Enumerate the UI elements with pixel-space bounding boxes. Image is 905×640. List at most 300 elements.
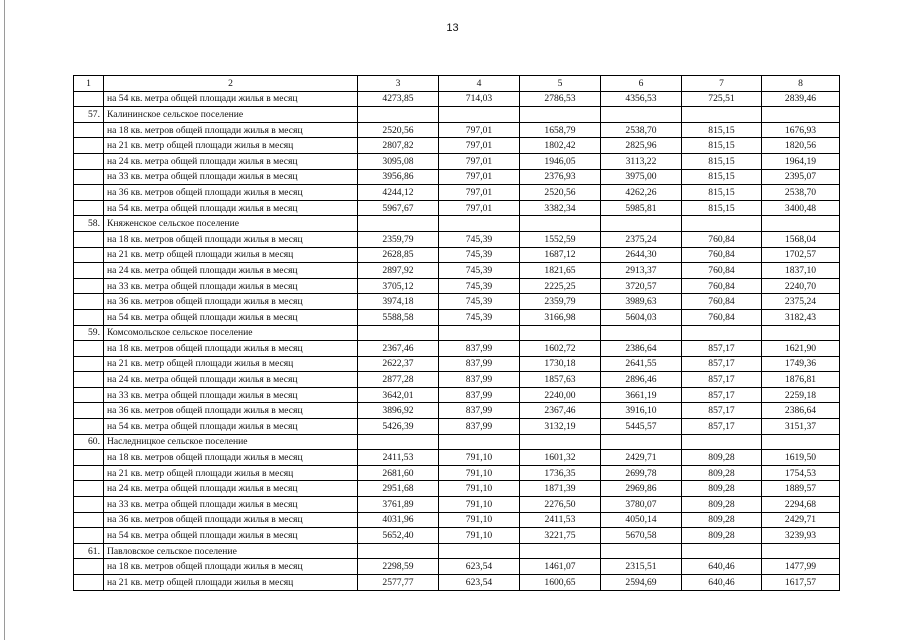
value-cell-col4: 837,99 [439,387,520,403]
value-cell-col3: 3974,18 [358,294,439,310]
table-row [74,153,840,169]
row-label: на 54 кв. метра общей площади жилья в месяц [104,200,358,216]
value-cell-col7: 760,84 [682,263,762,279]
empty-cell [358,216,439,232]
section-number: 60. [74,434,104,450]
value-cell-col5: 3221,75 [520,528,601,544]
value-cell-col4: 791,10 [439,450,520,466]
row-label: на 36 кв. метров общей площади жилья в месяц [104,294,358,310]
empty-cell [439,325,520,341]
value-cell-col8: 1876,81 [762,372,840,388]
value-cell-col5: 2367,46 [520,403,601,419]
value-cell-col5: 2225,25 [520,278,601,294]
page-number: 13 [446,22,459,34]
empty-cell [439,216,520,232]
value-cell-col8: 1702,57 [762,247,840,263]
empty-cell [439,107,520,123]
value-cell-col7: 809,28 [682,497,762,513]
empty-cell [601,216,682,232]
value-cell-col5: 1552,59 [520,231,601,247]
empty-cell [358,543,439,559]
value-cell-col4: 837,99 [439,341,520,357]
value-cell-col5: 2359,79 [520,294,601,310]
value-cell-col5: 2411,53 [520,512,601,528]
row-label: на 54 кв. метра общей площади жилья в месяц [104,91,358,107]
row-number-cell [74,465,104,481]
header-cell-1: 1 [74,76,104,92]
row-label: на 21 кв. метр общей площади жилья в месяц [104,356,358,372]
value-cell-col5: 1821,65 [520,263,601,279]
value-cell-col5: 1802,42 [520,138,601,154]
table-row [74,450,840,466]
table-row [74,341,840,357]
value-cell-col3: 3896,92 [358,403,439,419]
value-cell-col8: 2294,68 [762,497,840,513]
empty-cell [520,543,601,559]
value-cell-col5: 1730,18 [520,356,601,372]
value-cell-col8: 1754,53 [762,465,840,481]
empty-cell [439,434,520,450]
value-cell-col4: 714,03 [439,91,520,107]
table-row [74,528,840,544]
value-cell-col4: 797,01 [439,185,520,201]
value-cell-col3: 3705,12 [358,278,439,294]
value-cell-col8: 2240,70 [762,278,840,294]
empty-cell [682,543,762,559]
value-cell-col7: 815,15 [682,185,762,201]
row-number-cell [74,169,104,185]
row-number-cell [74,512,104,528]
row-label: на 18 кв. метров общей площади жилья в месяц [104,122,358,138]
value-cell-col5: 3382,34 [520,200,601,216]
empty-cell [762,325,840,341]
empty-cell [358,325,439,341]
value-cell-col5: 1946,05 [520,153,601,169]
empty-cell [762,107,840,123]
section-number: 58. [74,216,104,232]
value-cell-col5: 2520,56 [520,185,601,201]
value-cell-col3: 2359,79 [358,231,439,247]
tariff-table-body [74,76,840,591]
value-cell-col7: 760,84 [682,231,762,247]
value-cell-col4: 791,10 [439,465,520,481]
empty-cell [601,434,682,450]
value-cell-col3: 3956,86 [358,169,439,185]
table-row [74,200,840,216]
section-row [74,216,840,232]
empty-cell [762,543,840,559]
value-cell-col3: 5588,58 [358,309,439,325]
value-cell-col7: 760,84 [682,247,762,263]
table-row [74,231,840,247]
empty-cell [682,216,762,232]
value-cell-col5: 1600,65 [520,575,601,591]
header-cell-5: 5 [520,76,601,92]
value-cell-col7: 815,15 [682,200,762,216]
value-cell-col6: 2386,64 [601,341,682,357]
empty-cell [601,325,682,341]
section-title: Павловское сельское поселение [104,543,358,559]
row-number-cell [74,263,104,279]
row-label: на 36 кв. метров общей площади жилья в месяц [104,185,358,201]
value-cell-col8: 3239,93 [762,528,840,544]
value-cell-col6: 2375,24 [601,231,682,247]
value-cell-col6: 3113,22 [601,153,682,169]
value-cell-col8: 2429,71 [762,512,840,528]
header-cell-2: 2 [104,76,358,92]
value-cell-col6: 2641,55 [601,356,682,372]
section-number: 57. [74,107,104,123]
value-cell-col3: 2367,46 [358,341,439,357]
row-label: на 21 кв. метр общей площади жилья в месяц [104,247,358,263]
row-label: на 21 кв. метр общей площади жилья в месяц [104,575,358,591]
value-cell-col5: 1871,39 [520,481,601,497]
value-cell-col3: 3095,08 [358,153,439,169]
table-row [74,481,840,497]
header-cell-3: 3 [358,76,439,92]
row-number-cell [74,153,104,169]
section-title: Комсомольское сельское поселение [104,325,358,341]
empty-cell [520,107,601,123]
value-cell-col6: 3989,63 [601,294,682,310]
value-cell-col6: 2538,70 [601,122,682,138]
row-label: на 54 кв. метра общей площади жилья в месяц [104,419,358,435]
row-label: на 21 кв. метр общей площади жилья в месяц [104,138,358,154]
value-cell-col4: 837,99 [439,356,520,372]
value-cell-col7: 857,17 [682,419,762,435]
value-cell-col4: 791,10 [439,528,520,544]
value-cell-col3: 2897,92 [358,263,439,279]
empty-cell [520,325,601,341]
value-cell-col8: 1676,93 [762,122,840,138]
row-number-cell [74,341,104,357]
value-cell-col8: 3182,43 [762,309,840,325]
value-cell-col6: 3975,00 [601,169,682,185]
value-cell-col5: 3166,98 [520,309,601,325]
row-number-cell [74,185,104,201]
value-cell-col6: 4262,26 [601,185,682,201]
value-cell-col6: 4050,14 [601,512,682,528]
section-number: 59. [74,325,104,341]
value-cell-col7: 857,17 [682,372,762,388]
row-label: на 33 кв. метра общей площади жилья в месяц [104,278,358,294]
value-cell-col4: 745,39 [439,294,520,310]
value-cell-col3: 5426,39 [358,419,439,435]
value-cell-col6: 2644,30 [601,247,682,263]
value-cell-col3: 3761,89 [358,497,439,513]
row-number-cell [74,559,104,575]
table-row [74,512,840,528]
section-title: Наследницкое сельское поселение [104,434,358,450]
row-number-cell [74,91,104,107]
row-number-cell [74,278,104,294]
value-cell-col8: 1889,57 [762,481,840,497]
value-cell-col4: 745,39 [439,263,520,279]
value-cell-col3: 2577,77 [358,575,439,591]
value-cell-col6: 2699,78 [601,465,682,481]
row-number-cell [74,403,104,419]
value-cell-col5: 1602,72 [520,341,601,357]
value-cell-col7: 725,51 [682,91,762,107]
value-cell-col3: 5652,40 [358,528,439,544]
value-cell-col4: 745,39 [439,309,520,325]
value-cell-col6: 5985,81 [601,200,682,216]
value-cell-col4: 623,54 [439,559,520,575]
value-cell-col7: 815,15 [682,138,762,154]
value-cell-col6: 3916,10 [601,403,682,419]
value-cell-col7: 857,17 [682,403,762,419]
value-cell-col8: 2259,18 [762,387,840,403]
page-left-edge-line [4,0,5,640]
value-cell-col6: 2913,37 [601,263,682,279]
table-row [74,575,840,591]
value-cell-col8: 1619,50 [762,450,840,466]
table-row [74,185,840,201]
row-number-cell [74,372,104,388]
value-cell-col4: 791,10 [439,497,520,513]
table-row [74,169,840,185]
row-label: на 24 кв. метра общей площади жилья в месяц [104,481,358,497]
table-row [74,138,840,154]
value-cell-col7: 809,28 [682,512,762,528]
row-number-cell [74,231,104,247]
row-label: на 33 кв. метра общей площади жилья в месяц [104,387,358,403]
row-label: на 33 кв. метра общей площади жилья в месяц [104,497,358,513]
value-cell-col8: 2395,07 [762,169,840,185]
row-number-cell [74,481,104,497]
table-row [74,247,840,263]
value-cell-col3: 2622,37 [358,356,439,372]
empty-cell [520,434,601,450]
value-cell-col7: 760,84 [682,309,762,325]
value-cell-col7: 760,84 [682,278,762,294]
value-cell-col6: 2969,86 [601,481,682,497]
header-cell-4: 4 [439,76,520,92]
value-cell-col5: 1736,35 [520,465,601,481]
value-cell-col5: 3132,19 [520,419,601,435]
row-label: на 24 кв. метра общей площади жилья в месяц [104,263,358,279]
table-row [74,294,840,310]
value-cell-col7: 857,17 [682,356,762,372]
value-cell-col8: 1820,56 [762,138,840,154]
value-cell-col4: 797,01 [439,153,520,169]
value-cell-col5: 1601,32 [520,450,601,466]
value-cell-col5: 2240,00 [520,387,601,403]
value-cell-col4: 745,39 [439,278,520,294]
row-number-cell [74,294,104,310]
table-row [74,263,840,279]
value-cell-col5: 2376,93 [520,169,601,185]
value-cell-col3: 2807,82 [358,138,439,154]
table-row [74,372,840,388]
row-number-cell [74,497,104,513]
value-cell-col8: 1617,57 [762,575,840,591]
section-row [74,434,840,450]
section-row [74,107,840,123]
value-cell-col4: 797,01 [439,122,520,138]
value-cell-col7: 815,15 [682,153,762,169]
empty-cell [682,434,762,450]
value-cell-col6: 5670,58 [601,528,682,544]
table-row [74,356,840,372]
header-cell-8: 8 [762,76,840,92]
value-cell-col8: 1964,19 [762,153,840,169]
value-cell-col6: 5604,03 [601,309,682,325]
empty-cell [682,325,762,341]
value-cell-col5: 1658,79 [520,122,601,138]
value-cell-col6: 5445,57 [601,419,682,435]
value-cell-col3: 2411,53 [358,450,439,466]
value-cell-col7: 815,15 [682,169,762,185]
section-title: Княженское сельское поселение [104,216,358,232]
value-cell-col4: 837,99 [439,372,520,388]
table-row [74,122,840,138]
value-cell-col3: 4244,12 [358,185,439,201]
value-cell-col4: 623,54 [439,575,520,591]
value-cell-col6: 2825,96 [601,138,682,154]
row-number-cell [74,450,104,466]
table-row [74,559,840,575]
table-row [74,465,840,481]
table-row [74,387,840,403]
value-cell-col3: 3642,01 [358,387,439,403]
table-row [74,419,840,435]
row-number-cell [74,387,104,403]
empty-cell [682,107,762,123]
value-cell-col8: 1749,36 [762,356,840,372]
value-cell-col6: 2315,51 [601,559,682,575]
value-cell-col5: 1687,12 [520,247,601,263]
table-row [74,403,840,419]
section-row [74,543,840,559]
value-cell-col6: 2594,69 [601,575,682,591]
row-number-cell [74,419,104,435]
value-cell-col6: 3661,19 [601,387,682,403]
value-cell-col4: 837,99 [439,419,520,435]
row-label: на 18 кв. метров общей площади жилья в месяц [104,450,358,466]
value-cell-col4: 791,10 [439,481,520,497]
value-cell-col6: 2429,71 [601,450,682,466]
value-cell-col4: 791,10 [439,512,520,528]
header-cell-7: 7 [682,76,762,92]
value-cell-col4: 797,01 [439,138,520,154]
value-cell-col8: 2375,24 [762,294,840,310]
value-cell-col7: 857,17 [682,341,762,357]
empty-cell [762,216,840,232]
value-cell-col4: 797,01 [439,200,520,216]
row-label: на 36 кв. метров общей площади жилья в месяц [104,403,358,419]
row-label: на 18 кв. метров общей площади жилья в месяц [104,559,358,575]
value-cell-col4: 797,01 [439,169,520,185]
value-cell-col5: 2786,53 [520,91,601,107]
row-number-cell [74,309,104,325]
value-cell-col6: 4356,53 [601,91,682,107]
value-cell-col8: 2839,46 [762,91,840,107]
value-cell-col7: 809,28 [682,481,762,497]
section-title: Калининское сельское поселение [104,107,358,123]
row-number-cell [74,247,104,263]
section-number: 61. [74,543,104,559]
value-cell-col3: 4273,85 [358,91,439,107]
value-cell-col8: 2386,64 [762,403,840,419]
value-cell-col7: 809,28 [682,450,762,466]
row-number-cell [74,575,104,591]
row-label: на 18 кв. метров общей площади жилья в месяц [104,231,358,247]
table-header-row [74,76,840,92]
value-cell-col7: 760,84 [682,294,762,310]
table-row [74,278,840,294]
value-cell-col8: 1568,04 [762,231,840,247]
row-label: на 33 кв. метра общей площади жилья в месяц [104,169,358,185]
value-cell-col3: 4031,96 [358,512,439,528]
table-row [74,91,840,107]
value-cell-col3: 2298,59 [358,559,439,575]
value-cell-col7: 640,46 [682,559,762,575]
value-cell-col7: 809,28 [682,465,762,481]
value-cell-col3: 2951,68 [358,481,439,497]
value-cell-col8: 3400,48 [762,200,840,216]
header-cell-6: 6 [601,76,682,92]
value-cell-col7: 815,15 [682,122,762,138]
value-cell-col3: 2520,56 [358,122,439,138]
row-label: на 24 кв. метра общей площади жилья в месяц [104,153,358,169]
row-number-cell [74,122,104,138]
row-number-cell [74,528,104,544]
value-cell-col8: 2538,70 [762,185,840,201]
section-row [74,325,840,341]
row-number-cell [74,356,104,372]
value-cell-col8: 1621,90 [762,341,840,357]
row-number-cell [74,200,104,216]
empty-cell [520,216,601,232]
value-cell-col8: 1837,10 [762,263,840,279]
row-label: на 36 кв. метров общей площади жилья в месяц [104,512,358,528]
value-cell-col7: 809,28 [682,528,762,544]
row-label: на 54 кв. метра общей площади жилья в месяц [104,528,358,544]
empty-cell [439,543,520,559]
value-cell-col5: 2276,50 [520,497,601,513]
value-cell-col3: 2628,85 [358,247,439,263]
value-cell-col3: 5967,67 [358,200,439,216]
value-cell-col7: 640,46 [682,575,762,591]
row-label: на 54 кв. метра общей площади жилья в месяц [104,309,358,325]
row-label: на 24 кв. метра общей площади жилья в месяц [104,372,358,388]
empty-cell [601,107,682,123]
value-cell-col3: 2877,28 [358,372,439,388]
table-row [74,497,840,513]
value-cell-col4: 745,39 [439,231,520,247]
empty-cell [762,434,840,450]
value-cell-col5: 1461,07 [520,559,601,575]
value-cell-col4: 745,39 [439,247,520,263]
value-cell-col4: 837,99 [439,403,520,419]
value-cell-col5: 1857,63 [520,372,601,388]
table-row [74,309,840,325]
value-cell-col6: 2896,46 [601,372,682,388]
tariff-table [73,75,840,591]
empty-cell [601,543,682,559]
row-label: на 21 кв. метр общей площади жилья в месяц [104,465,358,481]
value-cell-col7: 857,17 [682,387,762,403]
value-cell-col6: 3780,07 [601,497,682,513]
value-cell-col6: 3720,57 [601,278,682,294]
row-number-cell [74,138,104,154]
empty-cell [358,107,439,123]
row-label: на 18 кв. метров общей площади жилья в месяц [104,341,358,357]
value-cell-col8: 1477,99 [762,559,840,575]
empty-cell [358,434,439,450]
value-cell-col3: 2681,60 [358,465,439,481]
